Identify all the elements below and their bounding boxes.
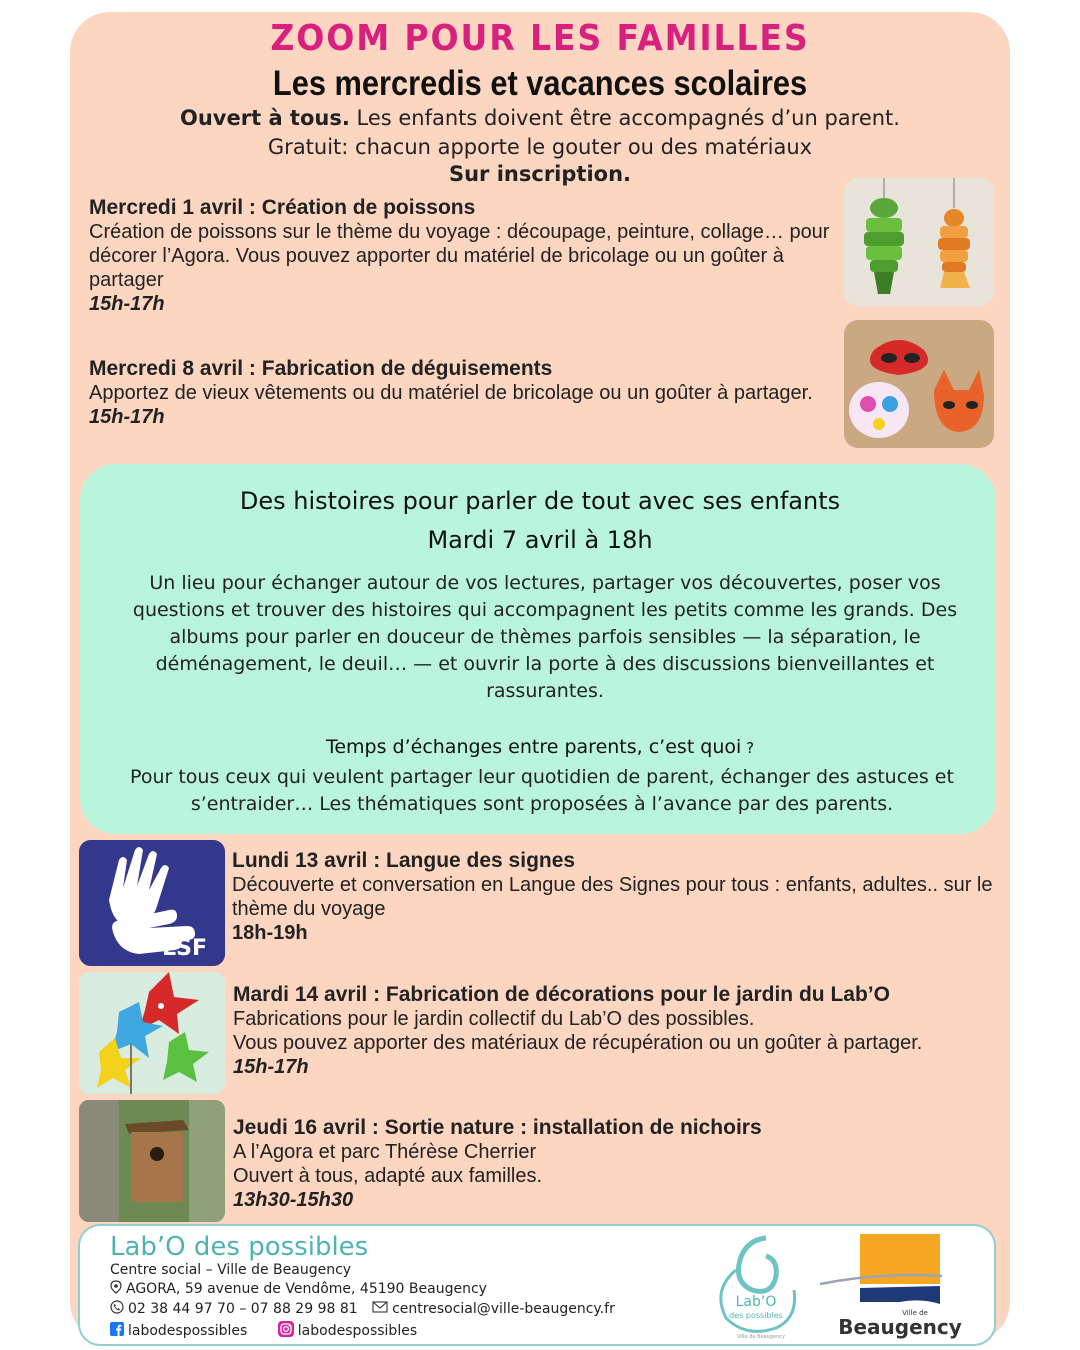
event-garden-decorations (233, 982, 997, 1079)
footer-facebook[interactable]: labodespossibles (128, 1323, 248, 1339)
event-costumes (89, 356, 841, 429)
pinwheels-photo (79, 972, 225, 1094)
lsf-logo (79, 840, 225, 966)
facebook-icon (110, 1322, 124, 1340)
event-desc: Découverte et conversation en Langue des Signes pour tous : enfants, adultes.. sur le thème du voyage (232, 874, 993, 920)
event-sign-language (232, 848, 996, 945)
labo-logo-sub: des possibles (729, 1311, 783, 1320)
lsf-badge: LSF (162, 936, 207, 961)
stories-heading: Des histoires pour parler de tout avec ses enfants (239, 487, 841, 515)
event-title: Mercredi 8 avril : Fabrication de déguisements (89, 357, 553, 380)
labo-logo (706, 1230, 816, 1342)
event-time: 15h-17h (89, 293, 165, 315)
labo-logo-ville: Ville de Beaugency (737, 1334, 785, 1340)
event-title: Lundi 13 avril : Langue des signes (232, 849, 576, 872)
footer-phones[interactable]: 02 38 44 97 70 – 07 88 29 98 81 (128, 1301, 358, 1317)
footer-email[interactable]: centresocial@ville-beaugency.fr (392, 1301, 615, 1317)
masks-photo (844, 320, 994, 448)
exchange-text: Pour tous ceux qui veulent partager leur quotidien de parent, échanger des astuces et s’entraider… Les thématiques sont proposées à l’avance par des parents. (130, 766, 954, 815)
fish-photo (844, 178, 994, 306)
footer-contact-line (110, 1300, 615, 1318)
beaugency-logo-small: Ville de (902, 1309, 928, 1317)
intro-bold: Ouvert à tous. (180, 106, 350, 130)
event-nature-walk (233, 1115, 997, 1212)
intro-line-1 (0, 106, 1080, 130)
event-fish (89, 195, 841, 316)
intro-line-3: Sur inscription. (448, 162, 632, 186)
footer-instagram[interactable]: labodespossibles (297, 1323, 418, 1339)
event-desc-1: A l’Agora et parc Thérèse Cherrier (233, 1141, 537, 1163)
event-desc: Apportez de vieux vêtements ou du matériel de bricolage ou un goûter à partager. (89, 382, 813, 404)
footer-address: AGORA, 59 avenue de Vendôme, 45190 Beaugency (126, 1281, 487, 1297)
flower-mask-image (849, 382, 909, 438)
event-title: Mardi 14 avril : Fabrication de décorations pour le jardin du Lab’O (233, 983, 890, 1006)
footer (78, 1224, 996, 1346)
event-time: 18h-19h (232, 922, 308, 944)
stories-paragraph: Un lieu pour échanger autour de vos lectures, partager vos découvertes, poser vos questions et trouver des histoires qui accompagnent les petits comme les grands. Des albums pour parler en douceur de thèmes parfois sensibles — la séparation, le déménagement, le deuil… — et ouvrir la porte à des discussions bienveillantes et rassurantes. (132, 572, 958, 702)
footer-social-line (110, 1321, 417, 1341)
event-title: Jeudi 16 avril : Sortie nature : installation de nichoirs (233, 1116, 762, 1139)
phone-icon (110, 1300, 124, 1318)
footer-address-line (110, 1280, 487, 1298)
mail-icon (372, 1301, 388, 1317)
intro-line-2: Gratuit: chacun apporte le gouter ou des matériaux (267, 135, 813, 159)
event-desc-1: Fabrications pour le jardin collectif du Lab’O des possibles. (233, 1008, 755, 1030)
event-desc-2: Vous pouvez apporter des matériaux de récupération ou un goûter à partager. (233, 1032, 923, 1054)
event-time: 15h-17h (89, 406, 165, 428)
event-time: 13h30-15h30 (233, 1189, 354, 1211)
exchange-heading-text: Temps d’échanges entre parents, c’est quoi (325, 736, 742, 758)
intro-rest: Les enfants doivent être accompagnés d’un parent. (349, 106, 900, 130)
event-desc-2: Ouvert à tous, adapté aux familles. (233, 1165, 543, 1187)
event-desc: Création de poissons sur le thème du voyage : découpage, peinture, collage… pour décorer l’Agora. Vous pouvez apporter du matériel de bricolage ou un goûter à partager (89, 221, 830, 291)
birdhouse-photo (79, 1100, 225, 1222)
footer-subtitle: Centre social – Ville de Beaugency (110, 1262, 352, 1278)
stories-date: Mardi 7 avril à 18h (427, 526, 653, 554)
page-title: ZOOM POUR LES FAMILLES (270, 18, 810, 59)
birdhouse-image (125, 1120, 189, 1202)
location-pin-icon (110, 1280, 122, 1298)
beaugency-logo (820, 1232, 970, 1344)
page-subtitle: Les mercredis et vacances scolaires (272, 64, 808, 103)
exchange-heading-q: ? (741, 739, 755, 757)
exchange-heading (0, 736, 1080, 758)
event-title: Mercredi 1 avril : Création de poissons (89, 196, 476, 219)
instagram-icon (278, 1321, 294, 1341)
footer-org-name: Lab’O des possibles (110, 1232, 369, 1262)
event-time: 15h-17h (233, 1056, 309, 1078)
labo-logo-text: Lab’O (735, 1294, 777, 1310)
beaugency-logo-text: Beaugency (838, 1315, 962, 1339)
